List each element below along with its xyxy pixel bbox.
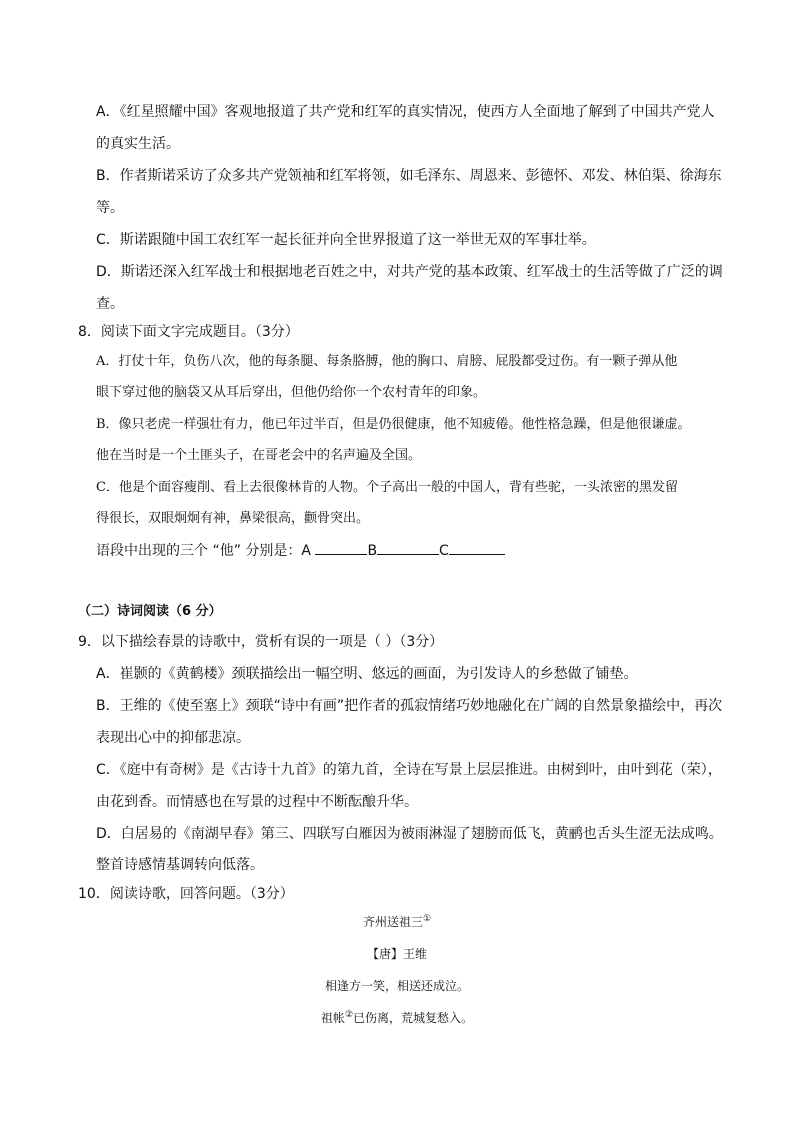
q7-option-d-line1: D．斯诺还深入红军战士和根据地老百姓之中，对共产党的基本政策、红军战士的生活等做了广泛的调 (96, 264, 723, 280)
q8-passage-a-line2: 眼下穿过他的脑袋又从耳后穿出，但他仍给你一个农村青年的印象。 (96, 385, 487, 400)
section2-heading: （二）诗词阅读（6 分） (78, 604, 222, 619)
poem-title (0, 912, 794, 932)
q8-passage-c-line2: 得很长，双眼炯炯有神，鼻梁很高，颧骨突出。 (96, 511, 370, 526)
q9-option-a-line1: A．崔颢的《黄鹤楼》颈联描绘出一幅空明、悠远的画面，为引发诗人的乡愁做了铺垫。 (96, 666, 638, 682)
q8-passage-c-line1: C．他是个面容瘦削、看上去很像林肯的人物。个子高出一般的中国人，背有些驼，一头浓密的黑发留 (96, 480, 678, 495)
q7-option-a-line1: A．《红星照耀中国》客观地报道了共产党和红军的真实情况，使西方人全面地了解到了中国共产党人 (96, 104, 715, 120)
q9-option-d-line1: D．白居易的《南湖早春》第三、四联写白雁因为被雨淋湿了翅膀而低飞，黄鹂也舌头生涩无法成鸣。 (96, 826, 723, 842)
q8-answer-prompt (96, 540, 505, 561)
q8-label-c: C (439, 543, 449, 559)
q8-label-b: B (367, 543, 378, 559)
q8-blank-b[interactable] (377, 540, 439, 555)
poem-line-2-footnote-mark: ② (344, 1010, 354, 1020)
q9-option-b-line2: 表现出心中的抑郁悲凉。 (96, 730, 250, 746)
poem-line-2 (0, 1008, 794, 1028)
q7-option-c-line1: C．斯诺跟随中国工农红军一起长征并向全世界报道了这一举世无双的军事壮举。 (96, 232, 596, 248)
q8-passage-b-line2: 他在当时是一个土匪头子，在哥老会中的名声遍及全国。 (96, 448, 422, 463)
poem-title-footnote-mark: ① (422, 914, 432, 924)
q10-stem: 10．阅读诗歌，回答问题。（3分） (78, 886, 294, 902)
q7-option-b-line1: B．作者斯诺采访了众多共产党领袖和红军将领，如毛泽东、周恩来、彭德怀、邓发、林伯渠、徐海东 (96, 168, 722, 184)
q8-passage-a-line1: A．打仗十年，负伤八次，他的每条腿、每条胳膊，他的胸口、肩膀、屁股都受过伤。有一颗子弹从他 (96, 354, 678, 369)
poem-line-2-part2: 已伤离，荒城复愁入。 (353, 1011, 474, 1025)
q7-option-a-line2: 的真实生活。 (96, 136, 180, 152)
q8-stem: 8．阅读下面文字完成题目。（3分） (78, 324, 299, 340)
q8-label-a: A (301, 543, 316, 559)
poem-line-1: 相逢方一笑，相送还成泣。 (324, 979, 469, 993)
poem-line-2-part1: 祖帐 (320, 1011, 345, 1025)
q8-blank-a[interactable] (315, 540, 367, 555)
q9-stem: 9．以下描绘春景的诗歌中，赏析有误的一项是（ ）（3分） (78, 634, 444, 650)
q8-prompt-text: 语段中出现的三个 “他” 分别是： (96, 543, 302, 559)
q7-option-b-line2: 等。 (96, 200, 124, 216)
q9-option-b-line1: B．王维的《使至塞上》颈联“诗中有画”把作者的孤寂情绪巧妙地融化在广阔的自然景象描绘中，再次 (96, 698, 723, 714)
poem-title-text: 齐州送祖三 (362, 915, 423, 929)
q8-passage-b-line1: B．像只老虎一样强壮有力，他已年过半百，但是仍很健康，他不知疲倦。他性格急躁，但是他很谦虚。 (96, 417, 691, 432)
poem-author: 【唐】王维 (366, 947, 427, 961)
q8-blank-c[interactable] (449, 540, 505, 555)
q9-option-d-line2: 整首诗感情基调转向低落。 (96, 857, 264, 873)
q9-option-c-line2: 由花到香。而情感也在写景的过程中不断酝酿升华。 (96, 794, 418, 810)
q9-option-c-line1: C．《庭中有奇树》是《古诗十九首》的第九首，全诗在写景上层层推进。由树到叶，由叶到花（荣）， (96, 762, 722, 778)
q7-option-d-line2: 查。 (96, 296, 124, 312)
